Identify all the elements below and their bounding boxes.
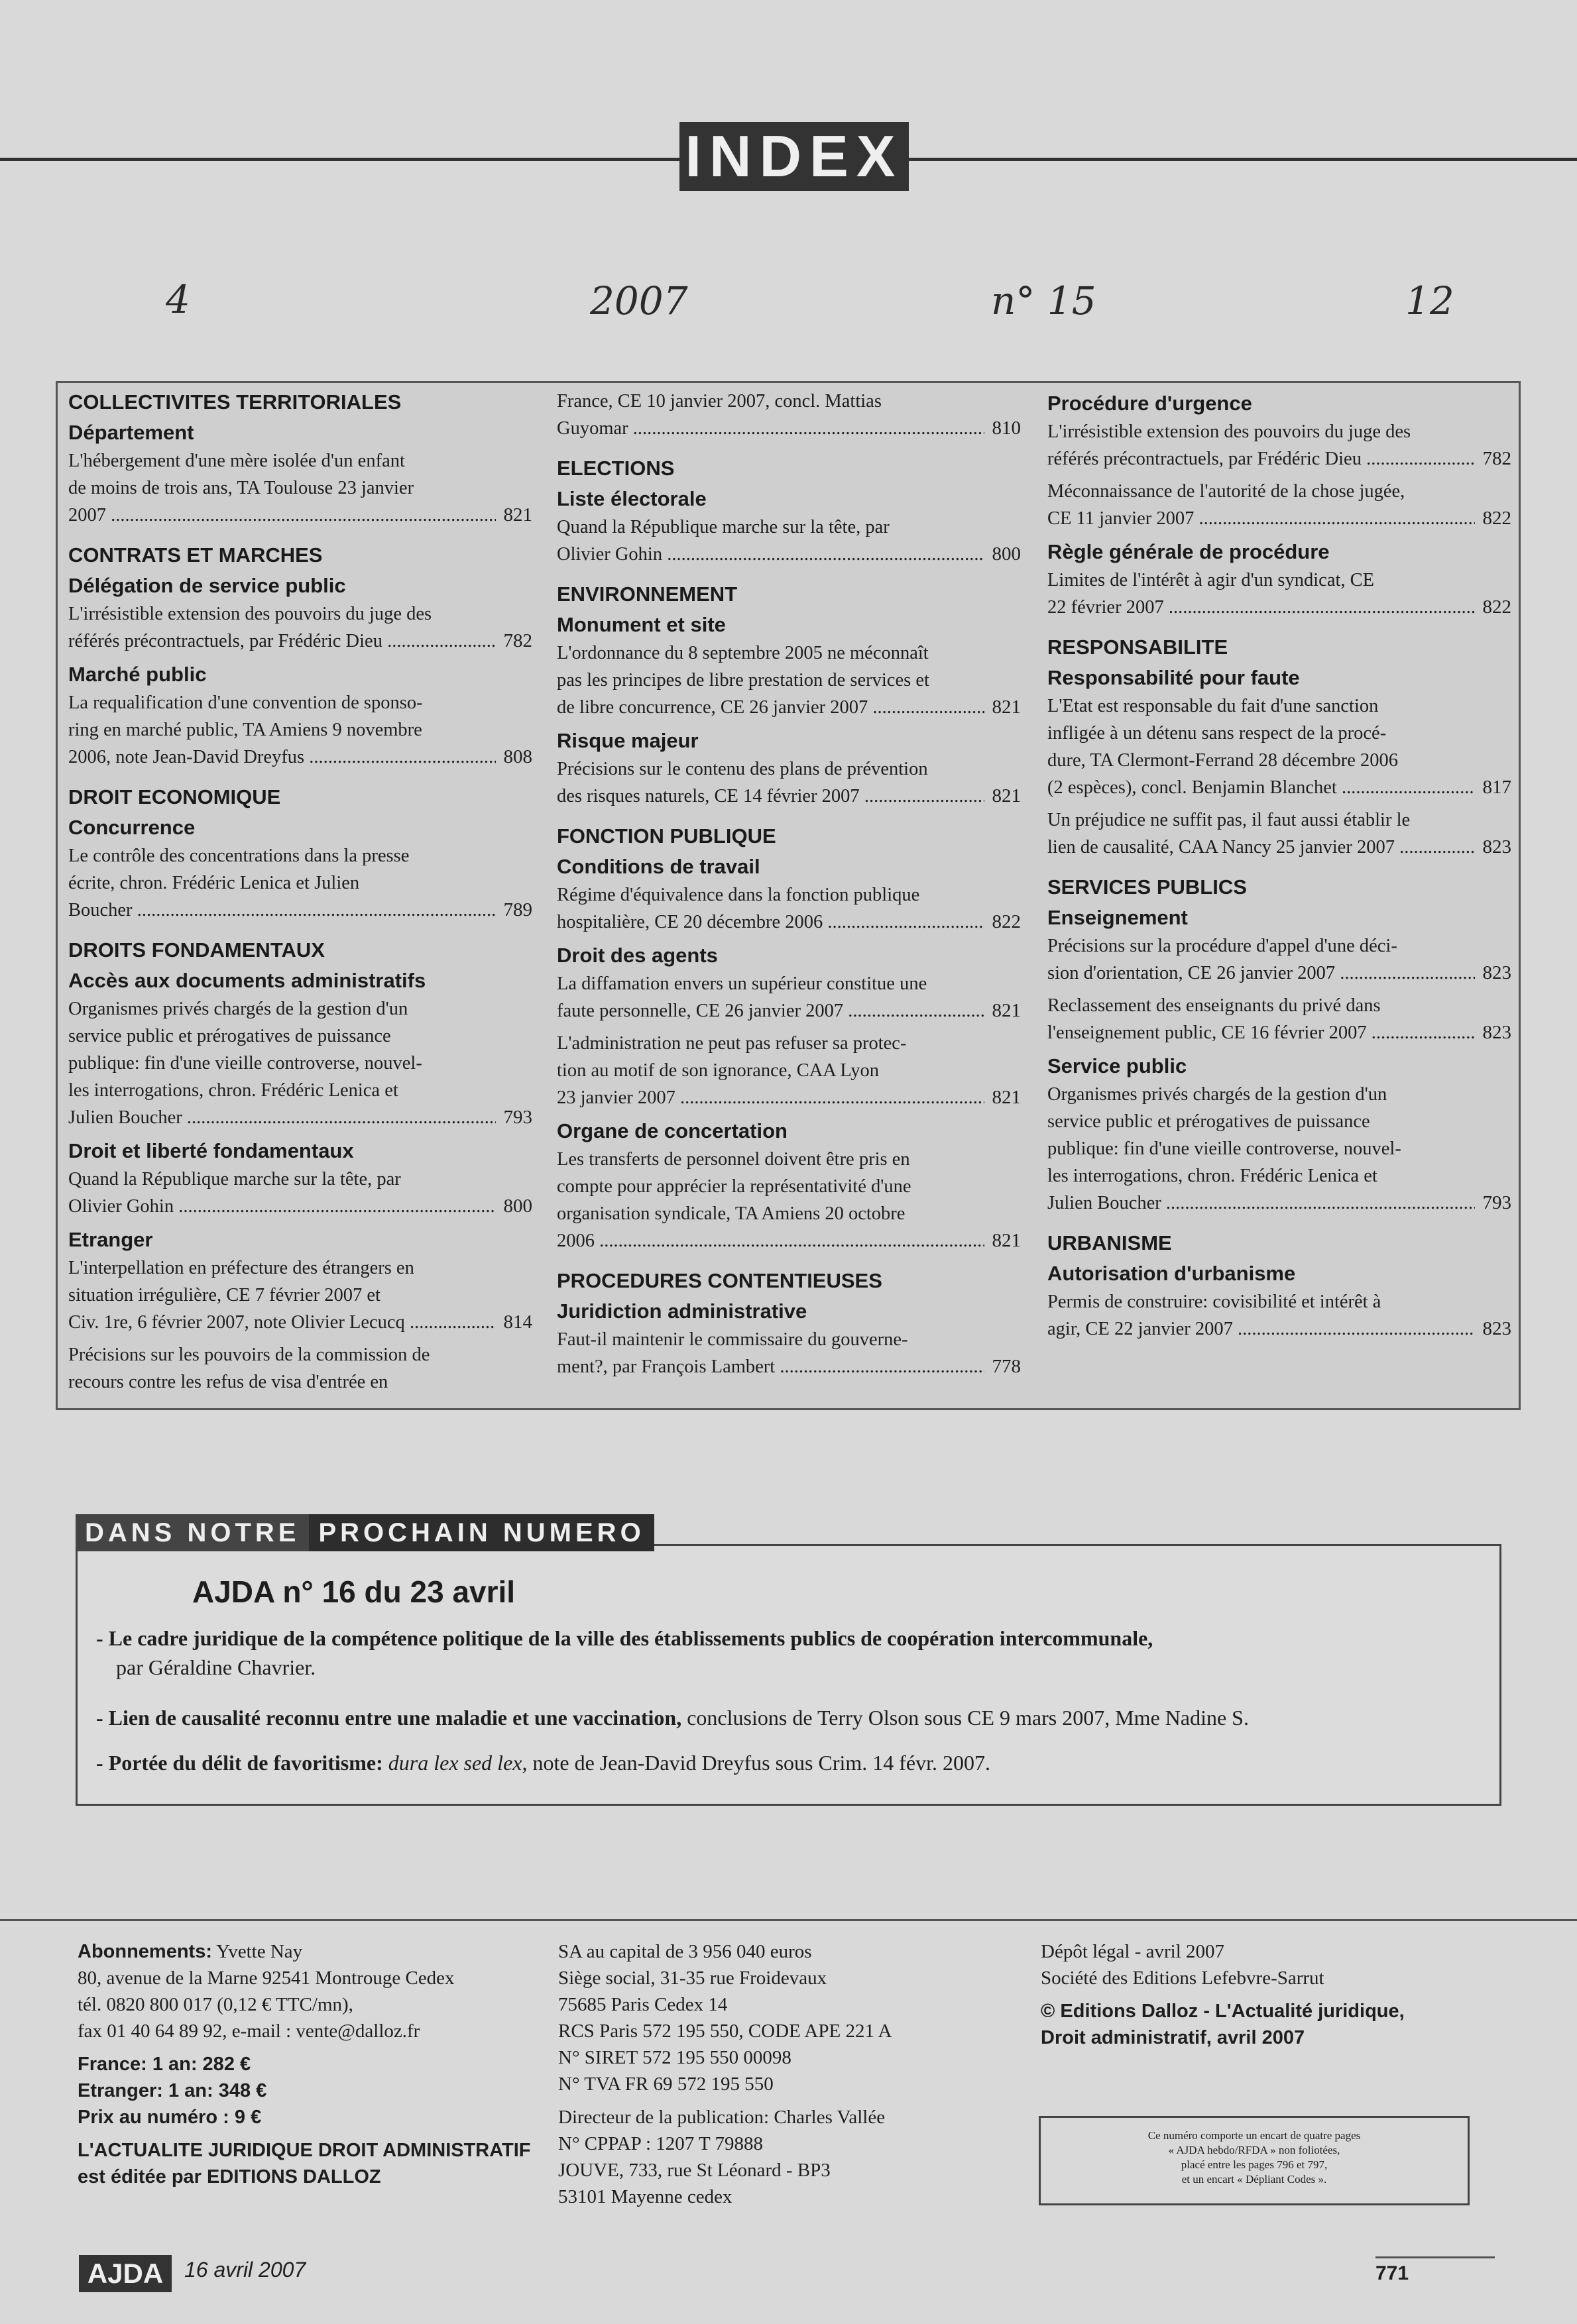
handwritten-note-2: 2007 <box>590 278 688 323</box>
index-column-1 <box>68 388 532 1401</box>
index-entry-last-line <box>557 997 1021 1024</box>
index-category: COLLECTIVITES TERRITORIALES <box>68 390 402 414</box>
index-subcategory: Règle générale de procédure <box>1047 540 1330 563</box>
subscriptions-line: 80, avenue de la Marne 92541 Montrouge Cedex <box>78 1967 455 1989</box>
index-entry-text: des risques naturels, CE 14 février 2007 ..... <box>557 786 1021 806</box>
index-entry-page: 810 <box>984 415 1022 442</box>
index-entry-text: Guyomar ..... <box>557 418 1021 439</box>
index-subcategory: Juridiction administrative <box>557 1300 807 1323</box>
index-entry-last-line <box>557 1227 1021 1254</box>
index-entry <box>1047 1288 1511 1343</box>
index-category: ENVIRONNEMENT <box>557 582 738 606</box>
company-line: RCS Paris 572 195 550, CODE APE 221 A <box>558 2020 892 2042</box>
index-subcategory: Marché public <box>68 663 207 686</box>
index-entry-line: Un préjudice ne suffit pas, il faut aussi établir le <box>1047 810 1411 830</box>
index-category: FONCTION PUBLIQUE <box>557 824 776 848</box>
index-entry-text: 2006 ..... <box>557 1231 1021 1251</box>
index-category: CONTRATS ET MARCHES <box>68 543 323 567</box>
index-entry-text: 22 février 2007 ..... <box>1047 597 1511 618</box>
next-issue-item-3-italic: dura lex sed lex, <box>382 1751 528 1775</box>
index-entry-line: les interrogations, chron. Frédéric Lenica et <box>68 1080 398 1101</box>
index-entry-text: l'enseignement public, CE 16 février 2007 ..... <box>1047 1023 1511 1043</box>
index-entry <box>1047 932 1511 987</box>
next-issue-item-2 <box>96 1703 1488 1732</box>
index-subcategory: Concurrence <box>68 816 196 839</box>
index-entry-last-line <box>68 1104 532 1131</box>
index-entry <box>68 995 532 1131</box>
price-france: France: 1 an: 282 € <box>78 2054 251 2075</box>
index-entry <box>557 970 1021 1024</box>
index-entry-text: hospitalière, CE 20 décembre 2006 ..... <box>557 912 1021 932</box>
footer-rule <box>0 1919 1577 1921</box>
index-entry <box>68 1166 532 1220</box>
index-entry-last-line <box>68 897 532 924</box>
index-entry-last-line <box>557 415 1021 442</box>
index-subcategory: Service public <box>1047 1054 1187 1078</box>
index-subcategory: Monument et site <box>557 613 726 636</box>
index-entry-line: organisation syndicale, TA Amiens 20 octobre <box>557 1203 905 1224</box>
index-entry-page: 822 <box>984 909 1022 936</box>
index-entry-page: 821 <box>984 783 1022 810</box>
index-entry-last-line <box>1047 594 1511 621</box>
index-entry-page: 821 <box>984 694 1022 721</box>
index-entry-line: Les transferts de personnel doivent être pris en <box>557 1149 910 1170</box>
index-entry-last-line <box>1047 1190 1511 1217</box>
index-entry-page: 814 <box>496 1309 533 1336</box>
index-entry-line: infligée à un détenu sans respect de la procé- <box>1047 723 1387 744</box>
issue-date: 16 avril 2007 <box>184 2258 306 2282</box>
index-entry-line: La diffamation envers un supérieur constitue une <box>557 973 927 994</box>
index-entry-page: 793 <box>496 1104 533 1131</box>
index-entry-page: 789 <box>496 897 533 924</box>
index-title: INDEX <box>679 122 909 191</box>
index-subcategory: Organe de concertation <box>557 1119 788 1142</box>
copyright-line-2: Droit administratif, avril 2007 <box>1041 2027 1305 2048</box>
subscriptions-line: fax 01 40 64 89 92, e-mail : vente@dalloz.fr <box>78 2020 420 2042</box>
index-entry-text: Julien Boucher ..... <box>1047 1193 1511 1213</box>
index-entry-line: Régime d'équivalence dans la fonction publique <box>557 885 920 905</box>
index-entry <box>557 639 1021 721</box>
index-entry-line: Méconnaissance de l'autorité de la chose jugée, <box>1047 481 1405 502</box>
index-entry-last-line <box>68 628 532 655</box>
index-subcategory: Responsabilité pour faute <box>1047 666 1300 689</box>
index-entry-page: 800 <box>984 541 1022 568</box>
index-entry-line: L'irrésistible extension des pouvoirs du juge des <box>68 604 432 624</box>
copyright-line-1: © Editions Dalloz - L'Actualité juridique, <box>1041 2001 1405 2022</box>
index-entry-last-line <box>557 694 1021 721</box>
index-entry-last-line <box>557 909 1021 936</box>
index-entry-line: L'hébergement d'une mère isolée d'un enfant <box>68 451 405 471</box>
index-entry-text: agir, CE 22 janvier 2007 ..... <box>1047 1319 1511 1339</box>
index-category: DROIT ECONOMIQUE <box>68 785 281 808</box>
index-entry-line: pas les principes de libre prestation de services et <box>557 670 929 691</box>
director-line: 53101 Mayenne cedex <box>558 2186 732 2207</box>
price-issue: Prix au numéro : 9 € <box>78 2107 262 2128</box>
index-entry-page: 808 <box>496 744 533 771</box>
index-subcategory: Liste électorale <box>557 487 707 510</box>
index-entry-last-line <box>1047 774 1511 801</box>
index-entry-line: Permis de construire: covisibilité et intérêt à <box>1047 1292 1381 1312</box>
index-entry-text: CE 11 janvier 2007 ..... <box>1047 508 1511 529</box>
index-subcategory: Procédure d'urgence <box>1047 392 1252 415</box>
index-entry <box>557 514 1021 568</box>
index-entry <box>68 447 532 529</box>
insert-notice <box>1039 2116 1470 2205</box>
next-issue-item-1 <box>96 1624 1488 1682</box>
index-entry-text: faute personnelle, CE 26 janvier 2007 ..... <box>557 1001 1021 1021</box>
index-category: RESPONSABILITE <box>1047 636 1228 659</box>
index-entry-line: dure, TA Clermont-Ferrand 28 décembre 2006 <box>1047 750 1399 771</box>
index-subcategory: Droit des agents <box>557 944 718 967</box>
index-entry-text: Civ. 1re, 6 février 2007, note Olivier Lecucq ..... <box>68 1312 532 1333</box>
index-entry-page: 782 <box>1475 445 1512 472</box>
index-entry-page: 822 <box>1475 505 1512 532</box>
index-entry-line: L'ordonnance du 8 septembre 2005 ne méconnaît <box>557 643 929 663</box>
index-entry-last-line <box>1047 1019 1511 1046</box>
index-entry-text: de libre concurrence, CE 26 janvier 2007 ..... <box>557 697 1021 718</box>
index-entry-page: 821 <box>496 502 533 529</box>
index-entry <box>68 689 532 771</box>
next-issue-item-2-title: - Lien de causalité reconnu entre une maladie et une vaccination, <box>96 1706 682 1730</box>
index-entry-line: compte pour apprécier la représentativité d'une <box>557 1176 911 1197</box>
index-subcategory: Département <box>68 421 194 444</box>
index-entry-last-line <box>1047 505 1511 532</box>
index-entry <box>68 1254 532 1336</box>
price-abroad: Etranger: 1 an: 348 € <box>78 2080 267 2101</box>
index-column-2 <box>557 388 1021 1386</box>
next-issue-item-1-author: par Géraldine Chavrier. <box>116 1655 316 1679</box>
index-entry <box>557 1146 1021 1254</box>
publisher-line-1: L'ACTUALITE JURIDIQUE DROIT ADMINISTRATIF <box>78 2140 531 2161</box>
index-entry-line: ring en marché public, TA Amiens 9 novembre <box>68 720 422 740</box>
index-entry <box>557 388 1021 442</box>
insert-line: placé entre les pages 796 et 797, <box>1181 2158 1328 2171</box>
next-issue-tab-b: PROCHAIN NUMERO <box>309 1514 654 1551</box>
index-entry-line: Organismes privés chargés de la gestion d'un <box>68 999 408 1019</box>
index-entry-last-line <box>1047 1315 1511 1343</box>
index-entry-text: ment?, par François Lambert ..... <box>557 1356 1021 1377</box>
index-subcategory: Risque majeur <box>557 729 699 752</box>
index-entry <box>1047 692 1511 801</box>
index-entry-line: Faut-il maintenir le commissaire du gouverne- <box>557 1329 908 1350</box>
next-issue-title: AJDA n° 16 du 23 avril <box>192 1575 516 1609</box>
index-entry-page: 823 <box>1475 1315 1512 1343</box>
index-entry-line: L'administration ne peut pas refuser sa protec- <box>557 1033 907 1054</box>
company-block <box>558 1938 1009 2210</box>
index-entry-last-line <box>557 541 1021 568</box>
index-subcategory: Autorisation d'urbanisme <box>1047 1262 1296 1285</box>
index-entry-page: 823 <box>1475 834 1512 861</box>
index-entry-line: L'irrésistible extension des pouvoirs du juge des <box>1047 421 1411 442</box>
subscriptions-line: tél. 0820 800 017 (0,12 € TTC/mn), <box>78 1994 353 2015</box>
index-entry-line: service public et prérogatives de puissance <box>1047 1111 1370 1132</box>
next-issue-item-3 <box>96 1748 1488 1777</box>
index-entry-last-line <box>1047 445 1511 472</box>
index-entry <box>1047 418 1511 472</box>
index-entry-line: Reclassement des enseignants du privé dans <box>1047 995 1381 1016</box>
index-entry-line: de moins de trois ans, TA Toulouse 23 janvier <box>68 478 414 498</box>
index-entry <box>557 881 1021 936</box>
index-entry-line: tion au motif de son ignorance, CAA Lyon <box>557 1060 880 1081</box>
index-entry-line: situation irrégulière, CE 7 février 2007 et <box>68 1285 380 1305</box>
legal-deposit: Dépôt légal - avril 2007 <box>1041 1941 1225 1962</box>
index-entry-last-line <box>68 1193 532 1220</box>
index-entry <box>1047 806 1511 861</box>
index-entry-last-line <box>68 1309 532 1336</box>
company-line: 75685 Paris Cedex 14 <box>558 1994 728 2015</box>
handwritten-note-3: n° 15 <box>991 278 1096 323</box>
handwritten-note-4: 12 <box>1405 278 1454 323</box>
index-entry-line: Quand la République marche sur la tête, par <box>68 1169 401 1190</box>
index-entry-last-line <box>557 1353 1021 1380</box>
index-entry-page: 821 <box>984 1227 1022 1254</box>
index-entry <box>1047 567 1511 621</box>
index-entry-page: 778 <box>984 1353 1022 1380</box>
index-entry-text: 2006, note Jean-David Dreyfus ..... <box>68 747 532 767</box>
company-line: SA au capital de 3 956 040 euros <box>558 1941 812 1962</box>
index-entry-last-line <box>68 502 532 529</box>
next-issue-item-3-title: - Portée du délit de favoritisme: <box>96 1751 383 1775</box>
next-issue-tab-a: DANS NOTRE <box>76 1514 309 1551</box>
insert-line: « AJDA hebdo/RFDA » non foliotées, <box>1168 2144 1340 2156</box>
index-entry-line: Précisions sur le contenu des plans de prévention <box>557 759 928 779</box>
index-category: SERVICES PUBLICS <box>1047 875 1247 899</box>
index-entry <box>557 1326 1021 1380</box>
index-entry-text: Olivier Gohin ..... <box>68 1196 532 1217</box>
legal-company: Société des Editions Lefebvre-Sarrut <box>1041 1967 1324 1989</box>
index-entry-line: L'Etat est responsable du fait d'une sanction <box>1047 696 1379 716</box>
index-entry-page: 782 <box>496 628 533 655</box>
index-entry-page: 817 <box>1475 774 1512 801</box>
index-entry <box>557 1030 1021 1111</box>
insert-line: Ce numéro comporte un encart de quatre pages <box>1147 2129 1361 2142</box>
index-category: ELECTIONS <box>557 457 675 480</box>
index-entry-line: Organismes privés chargés de la gestion d'un <box>1047 1084 1387 1105</box>
handwritten-note-1: 4 <box>166 277 190 322</box>
subscriptions-block <box>78 1938 542 2190</box>
next-issue-item-1-title: - Le cadre juridique de la compétence politique de la ville des établissements publics de coopération intercommunale, <box>96 1626 1153 1650</box>
index-entry-page: 823 <box>1475 960 1512 987</box>
index-subcategory: Etranger <box>68 1228 153 1251</box>
index-entry-line: Précisions sur les pouvoirs de la commission de <box>68 1345 430 1365</box>
index-category: URBANISME <box>1047 1231 1172 1254</box>
index-category: PROCEDURES CONTENTIEUSES <box>557 1269 882 1292</box>
index-entry-text: sion d'orientation, CE 26 janvier 2007 ..... <box>1047 963 1511 983</box>
index-entry-page: 800 <box>496 1193 533 1220</box>
index-entry-page: 821 <box>984 997 1022 1024</box>
index-entry-text: référés précontractuels, par Frédéric Dieu ..... <box>68 631 532 651</box>
company-line: N° SIRET 572 195 550 00098 <box>558 2047 791 2068</box>
ajda-logo: AJDA <box>79 2255 172 2292</box>
insert-line: et un encart « Dépliant Codes ». <box>1181 2173 1327 2186</box>
index-entry-last-line <box>557 1084 1021 1111</box>
index-entry-text: Julien Boucher ..... <box>68 1107 532 1128</box>
subscriptions-label: Abonnements: <box>78 1941 212 1962</box>
index-entry <box>68 600 532 655</box>
index-entry-line: les interrogations, chron. Frédéric Lenica et <box>1047 1166 1377 1186</box>
next-issue-tab <box>76 1514 654 1551</box>
index-entry <box>1047 992 1511 1046</box>
index-entry-line: Quand la République marche sur la tête, par <box>557 517 890 537</box>
director-line: JOUVE, 733, rue St Léonard - BP3 <box>558 2160 831 2181</box>
index-entry-last-line <box>557 783 1021 810</box>
index-entry-last-line <box>1047 960 1511 987</box>
index-entry-text: Olivier Gohin ..... <box>557 544 1021 565</box>
index-entry-text: Boucher ..... <box>68 900 532 920</box>
index-entry-line: Limites de l'intérêt à agir d'un syndicat, CE <box>1047 570 1375 590</box>
director-line: Directeur de la publication: Charles Vallée <box>558 2107 886 2128</box>
index-entry-line: publique: fin d'une vieille controverse, nouvel- <box>68 1053 422 1074</box>
index-entry-line: France, CE 10 janvier 2007, concl. Mattias <box>557 391 882 412</box>
index-entry-text: 2007 ..... <box>68 505 532 526</box>
next-issue-item-3-rest: note de Jean-David Dreyfus sous Crim. 14 févr. 2007. <box>527 1751 990 1775</box>
index-entry-page: 821 <box>984 1084 1022 1111</box>
index-entry <box>1047 1081 1511 1217</box>
index-entry-line: service public et prérogatives de puissance <box>68 1026 391 1046</box>
index-entry-page: 823 <box>1475 1019 1512 1046</box>
index-entry-text: référés précontractuels, par Frédéric Dieu ..... <box>1047 449 1511 469</box>
next-issue-item-2-rest: conclusions de Terry Olson sous CE 9 mars 2007, Mme Nadine S. <box>681 1706 1249 1730</box>
index-subcategory: Conditions de travail <box>557 855 760 878</box>
page-number: 771 <box>1375 2256 1495 2285</box>
index-subcategory: Droit et liberté fondamentaux <box>68 1139 354 1162</box>
index-entry-page: 822 <box>1475 594 1512 621</box>
index-entry-line: L'interpellation en préfecture des étrangers en <box>68 1258 414 1278</box>
index-category: DROITS FONDAMENTAUX <box>68 938 325 962</box>
index-subcategory: Accès aux documents administratifs <box>68 969 426 992</box>
index-entry-line: Précisions sur la procédure d'appel d'une déci- <box>1047 936 1397 956</box>
company-line: Siège social, 31-35 rue Froidevaux <box>558 1967 827 1989</box>
index-entry <box>1047 478 1511 532</box>
director-line: N° CPPAP : 1207 T 79888 <box>558 2133 763 2154</box>
index-entry-text: 23 janvier 2007 ..... <box>557 1087 1021 1108</box>
index-entry-text: lien de causalité, CAA Nancy 25 janvier 2007 ..... <box>1047 837 1511 858</box>
index-subcategory: Délégation de service public <box>68 574 346 597</box>
index-entry <box>68 842 532 924</box>
index-entry-last-line <box>1047 834 1511 861</box>
index-subcategory: Enseignement <box>1047 906 1188 929</box>
index-entry <box>557 755 1021 810</box>
index-entry-line: Le contrôle des concentrations dans la presse <box>68 846 410 866</box>
index-column-3 <box>1047 388 1511 1348</box>
index-entry-line: recours contre les refus de visa d'entrée en <box>68 1372 388 1392</box>
index-entry-line: La requalification d'une convention de sponso- <box>68 692 423 713</box>
index-entry-line: publique: fin d'une vieille controverse, nouvel- <box>1047 1138 1401 1159</box>
company-line: N° TVA FR 69 572 195 550 <box>558 2074 774 2095</box>
legal-block <box>1041 1938 1505 2051</box>
index-entry-line: écrite, chron. Frédéric Lenica et Julien <box>68 873 360 893</box>
index-entry <box>68 1341 532 1396</box>
index-entry-page: 793 <box>1475 1190 1512 1217</box>
index-entry-last-line <box>68 744 532 771</box>
subscriptions-contact: Yvette Nay <box>212 1941 303 1962</box>
index-entry-text: (2 espèces), concl. Benjamin Blanchet ..... <box>1047 777 1511 798</box>
publisher-line-2: est éditée par EDITIONS DALLOZ <box>78 2166 381 2187</box>
